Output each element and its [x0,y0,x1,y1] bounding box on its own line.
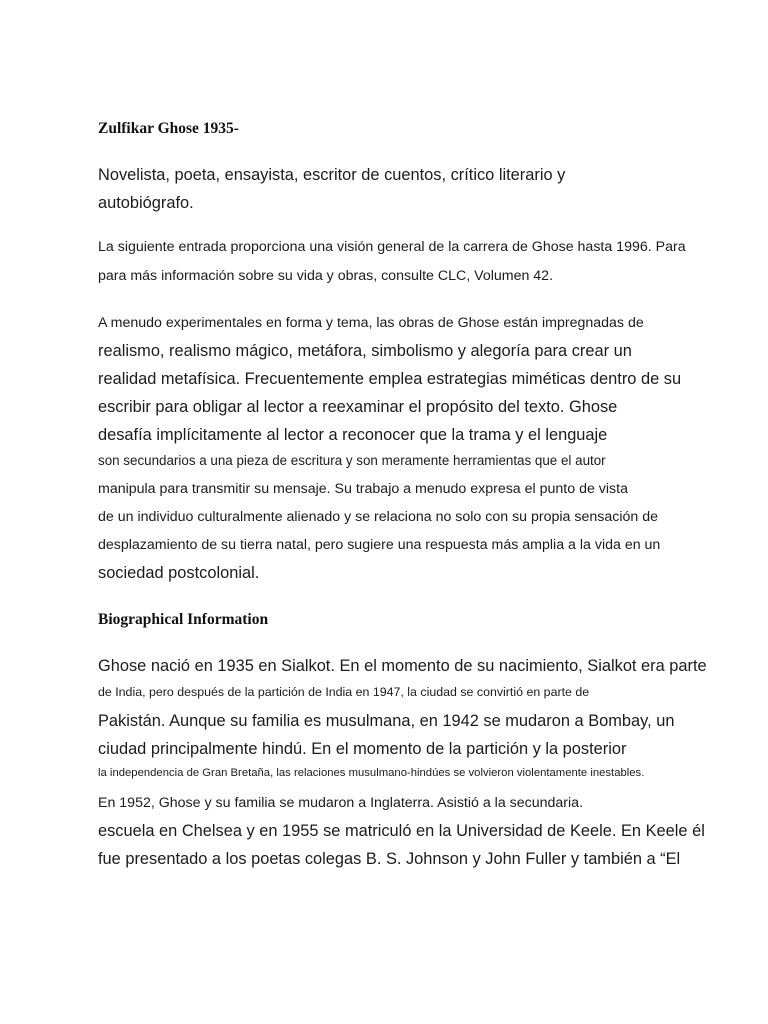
biography-line: fue presentado a los poetas colegas B. S. Johnson y John Fuller y también a “El [98,850,681,868]
subtitle-line: Novelista, poeta, ensayista, escritor de cuentos, crítico literario y [98,166,566,184]
biography-line: En 1952, Ghose y su familia se mudaron a Inglaterra. Asistió a la secundaria. [98,795,584,811]
intro-line: La siguiente entrada proporciona una visión general de la carrera de Ghose hasta 1996. Para [98,239,686,255]
section-heading: Biographical Information [98,611,269,628]
document-title: Zulfikar Ghose 1935- [98,120,239,137]
overview-line: realidad metafísica. Frecuentemente emplea estrategias miméticas dentro de su [98,370,682,388]
overview-line: manipula para transmitir su mensaje. Su trabajo a menudo expresa el punto de vista [98,481,628,497]
overview-line: escribir para obligar al lector a reexaminar el propósito del texto. Ghose [98,398,618,416]
biography-line: la independencia de Gran Bretaña, las relaciones musulmano-hindúes se volvieron violentamente inestables. [98,767,645,779]
biography-line: de India, pero después de la partición de India en 1947, la ciudad se convirtió en parte de [98,685,590,699]
intro-line: para más información sobre su vida y obras, consulte CLC, Volumen 42. [98,268,554,284]
overview-line: de un individuo culturalmente alienado y se relaciona no solo con su propia sensación de [98,509,658,525]
overview-line: A menudo experimentales en forma y tema, las obras de Ghose están impregnadas de [98,315,644,331]
overview-line: desplazamiento de su tierra natal, pero sugiere una respuesta más amplia a la vida en un [98,537,661,553]
subtitle-line: autobiógrafo. [98,194,194,212]
overview-line: son secundarios a una pieza de escritura y son meramente herramientas que el autor [98,453,606,468]
biography-line: escuela en Chelsea y en 1955 se matriculó en la Universidad de Keele. En Keele él [98,822,705,840]
biography-line: ciudad principalmente hindú. En el momento de la partición y la posterior [98,740,627,758]
overview-line: sociedad postcolonial. [98,564,260,582]
overview-line: desafía implícitamente al lector a reconocer que la trama y el lenguaje [98,426,608,444]
biography-line: Ghose nació en 1935 en Sialkot. En el momento de su nacimiento, Sialkot era parte [98,657,707,675]
biography-line: Pakistán. Aunque su familia es musulmana, en 1942 se mudaron a Bombay, un [98,712,675,730]
overview-line: realismo, realismo mágico, metáfora, simbolismo y alegoría para crear un [98,342,632,360]
